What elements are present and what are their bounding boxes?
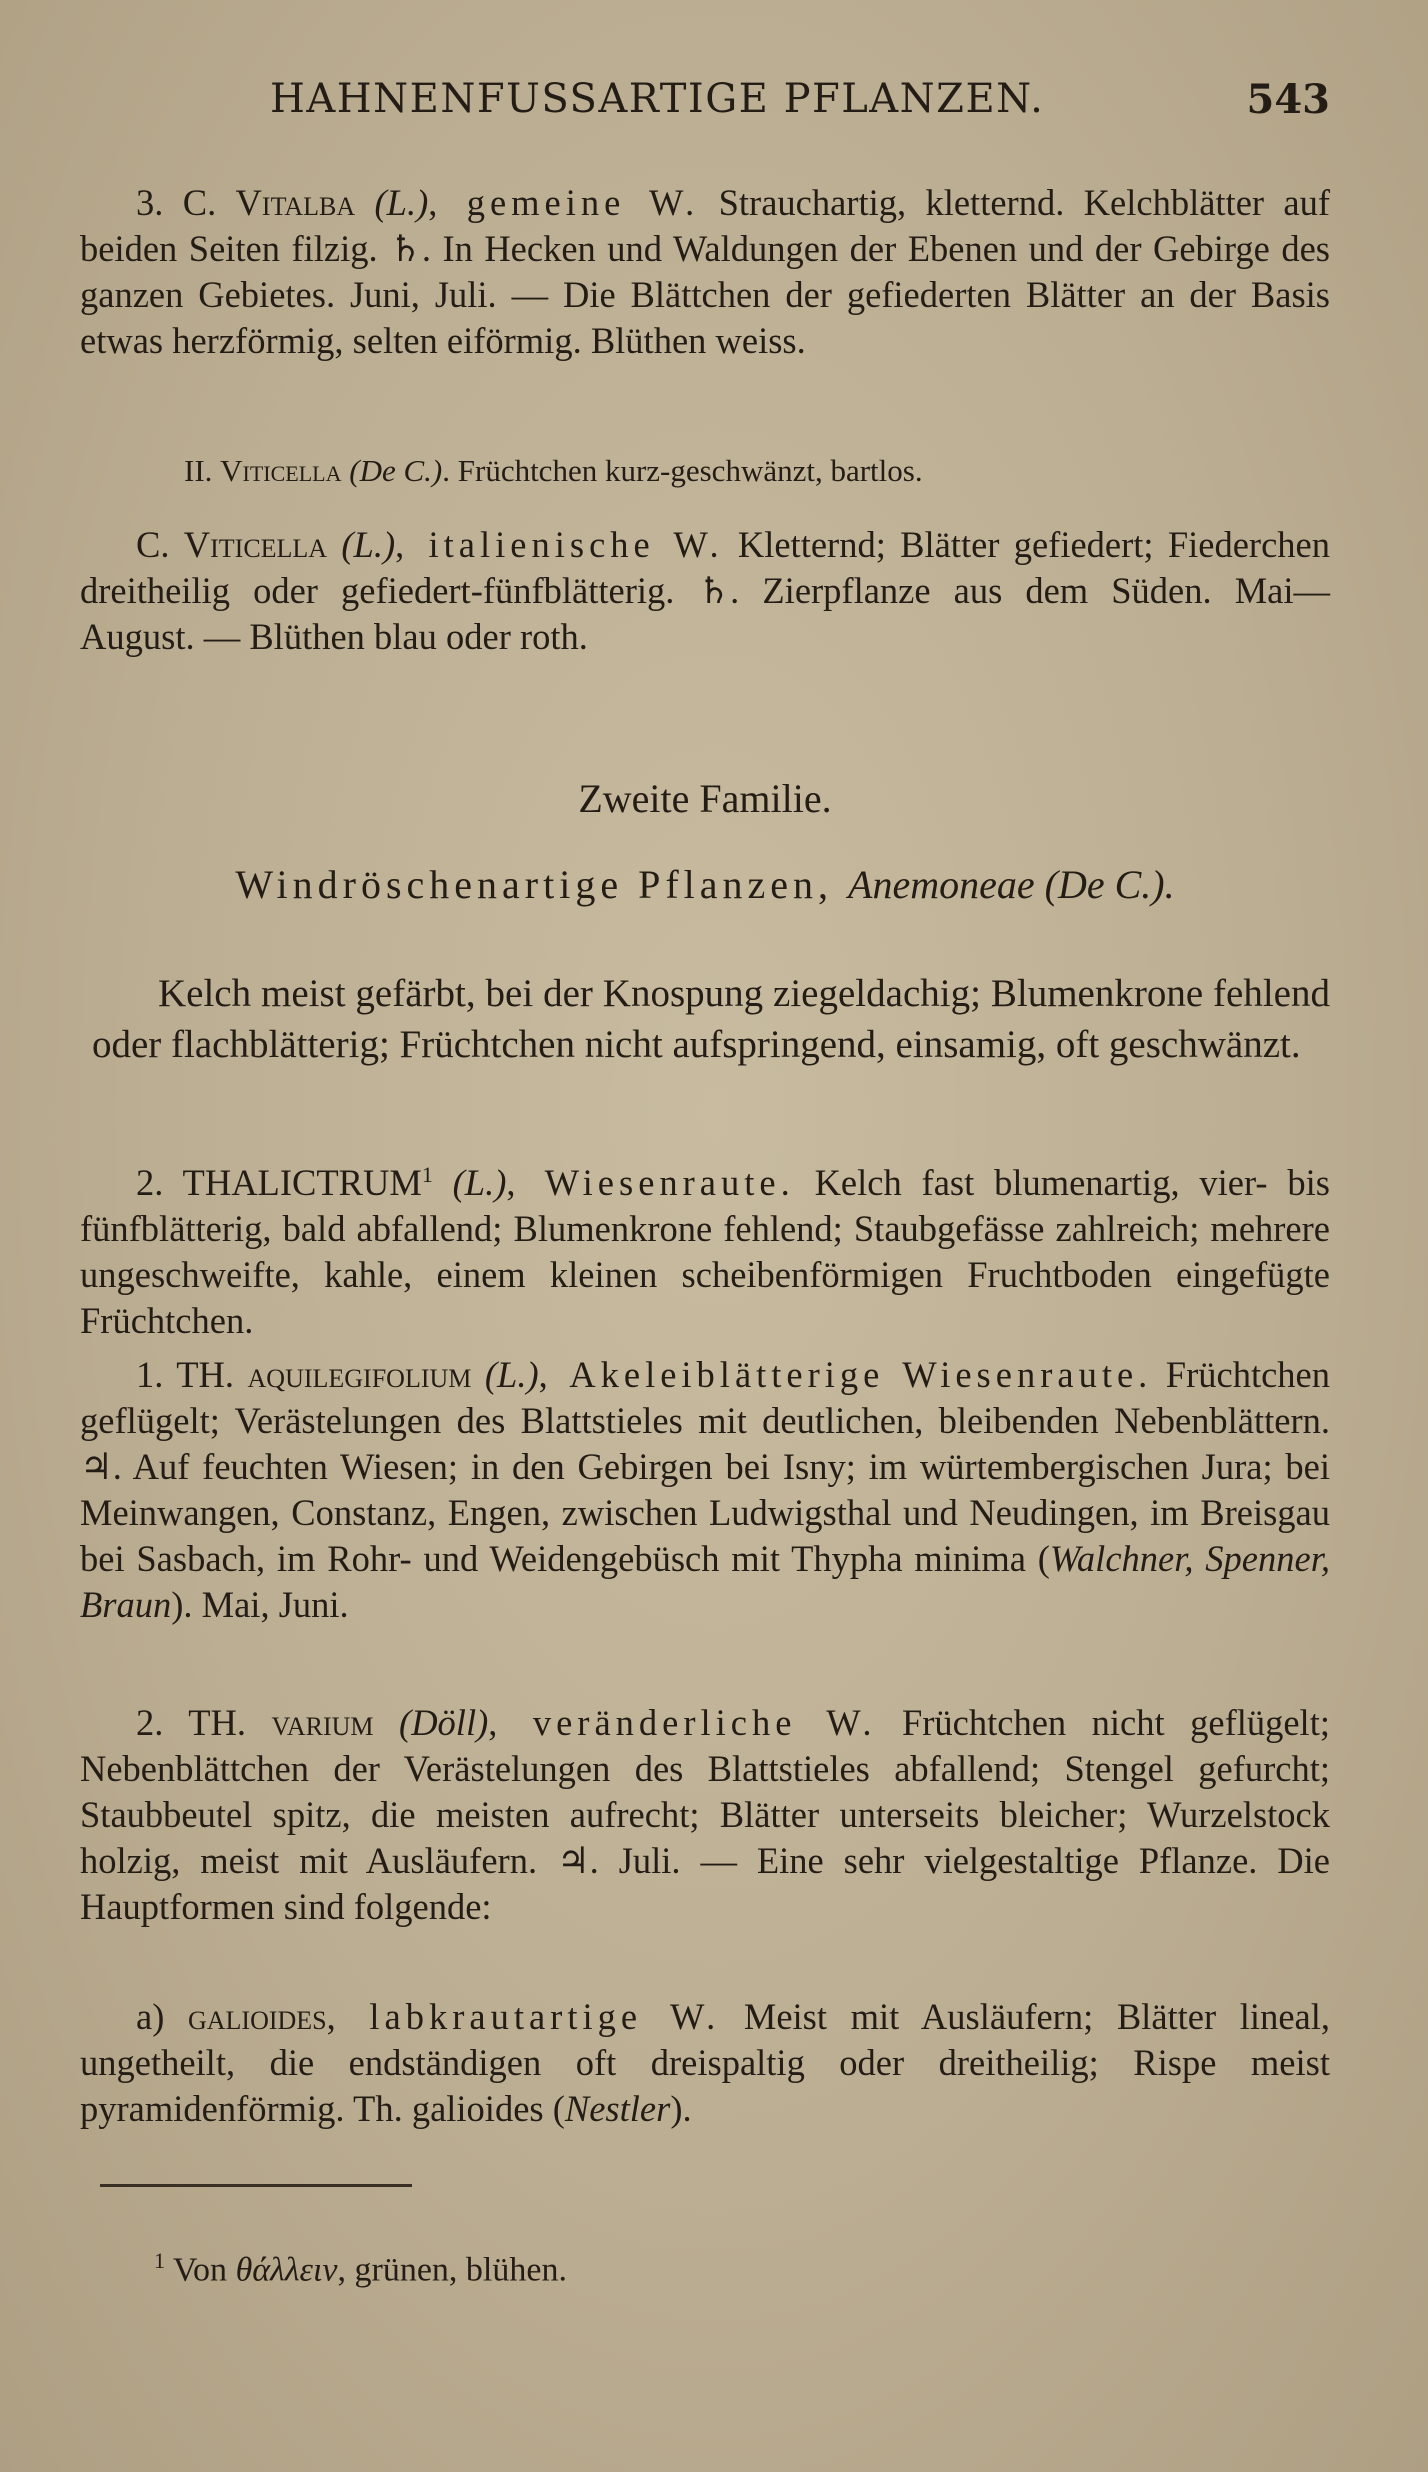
footnote-reference: 1 [421, 1162, 433, 1187]
family-name-german: Windröschenartige Pflanzen, [235, 862, 849, 907]
entry-text: Kletternd; Blätter gefiedert; Fiederchen dreitheilig oder gefiedert-fünfblätterig. ♄. Zierpflanze aus dem Süden. Mai—August. — Blüthen blau oder roth. [80, 524, 1330, 657]
species-name: Viticella [183, 524, 328, 565]
species-name: varium [271, 1702, 374, 1743]
section-name: Viticella [220, 453, 342, 488]
variety-name: galioides [187, 1996, 327, 2037]
family-description [92, 968, 1330, 1070]
species-author: (L.) [327, 524, 396, 565]
entry-number: 1. TH. [136, 1354, 248, 1395]
variety-galioides [80, 1994, 1330, 2132]
variety-source: Nestler [564, 2088, 671, 2129]
entry-aquilegifolium [80, 1352, 1330, 1628]
common-name: , Wiesenraute. [506, 1162, 795, 1204]
genus-thalictrum [80, 1152, 1330, 1344]
variety-end: ). [670, 2088, 692, 2129]
footnote-divider [100, 2184, 412, 2187]
family-title: Zweite Familie. [578, 776, 832, 821]
entry-genus: C. [136, 524, 184, 565]
family-name [80, 862, 1330, 909]
entry-viticella [80, 522, 1330, 660]
entry-number: 3. C. [136, 182, 236, 223]
entry-sources: Walchner, Spenner, Braun [80, 1538, 1330, 1625]
species-name: Vitalba [235, 182, 356, 223]
page-number: 543 [1246, 76, 1330, 123]
section-viticella [80, 448, 1330, 494]
common-name: , italienische W. [395, 524, 724, 565]
common-name: , veränderliche W. [488, 1702, 877, 1743]
running-title: HAHNENFUSSARTIGE PFLANZEN. [270, 76, 1045, 122]
entry-text: Früchtchen geflügelt; Verästelungen des Blattstieles mit deutlichen, bleibenden Nebenblättern. ♃. Auf feuchten Wiesen; in den Gebirgen bei Isny; im würtembergischen Jura; bei Meinwangen, Constanz, Engen, zwischen Ludwigsthal und Neudingen, im Breisgau bei Sasbach, im Rohr- und Weidengebüsch mit Thypha minima ( [80, 1354, 1331, 1579]
species-author: (L.) [355, 182, 429, 223]
running-header [270, 76, 1330, 132]
genus-author: (L.) [432, 1162, 507, 1204]
footnote-text-before: Von [165, 2251, 236, 2289]
family-name-latin: Anemoneae (De C.). [848, 862, 1175, 907]
common-name: , Akeleiblätterige Wiesenraute. [538, 1354, 1153, 1395]
genus-name: THALICTRUM [182, 1162, 422, 1204]
species-author: (Döll) [373, 1702, 489, 1743]
variety-label: a) [136, 1996, 188, 2037]
species-author: (L.) [471, 1354, 539, 1395]
genus-text: Kelch fast blumenartig, vier- bis fünfblätterig, bald abfallend; Blumenkrone fehlend; Staubgefässe zahlreich; mehrere ungeschweifte, kahle, einem kleinen scheibenförmigen Fruchtboden eingefügte Früchtchen. [80, 1162, 1330, 1342]
entry-end: ). Mai, Juni. [171, 1584, 349, 1625]
entry-number: 2. TH. [136, 1702, 272, 1743]
footnote-mark: 1 [154, 2248, 165, 2273]
entry-text: Strauchartig, kletternd. Kelchblätter auf beiden Seiten filzig. ♄. In Hecken und Waldungen der Ebenen und der Gebirge des ganzen Gebietes. Juni, Juli. — Die Blättchen der gefiederten Blätter an der Basis etwas herzförmig, selten eiförmig. Blüthen weiss. [80, 182, 1331, 361]
footnote-text-after: , grünen, blühen. [337, 2251, 567, 2289]
section-number: II. [184, 453, 221, 488]
family-description-text: Kelch meist gefärbt, bei der Knospung ziegeldachig; Blumenkrone fehlend oder flachblätterig; Früchtchen nicht aufspringend, einsamig, oft geschwänzt. [92, 972, 1330, 1066]
genus-number: 2. [136, 1162, 183, 1204]
section-author: (De C.) [341, 453, 443, 488]
variety-text: Meist mit Ausläufern; Blätter lineal, ungetheilt, die endständigen oft dreispaltig oder dreitheilig; Rispe meist pyramidenförmig. Th. galioides ( [80, 1996, 1330, 2129]
footnote [154, 2238, 1154, 2293]
entry-text: Früchtchen nicht geflügelt; Nebenblättchen der Verästelungen des Blattstieles abfallend; Stengel gefurcht; Staubbeutel spitz, die meisten aufrecht; Blätter unterseits bleicher; Wurzelstock holzig, meist mit Ausläufern. ♃. Juli. — Eine sehr vielgestaltige Pflanze. Die Hauptformen sind folgende: [80, 1702, 1330, 1927]
entry-varium [80, 1700, 1330, 1930]
common-name: , labkrautartige W. [326, 1996, 721, 2037]
entry-vitalba [80, 180, 1330, 364]
common-name: , gemeine W. [428, 182, 700, 223]
section-text: . Früchtchen kurz-geschwänzt, bartlos. [442, 453, 923, 488]
footnote-greek: θάλλειν [235, 2251, 338, 2289]
species-name: aquilegifolium [247, 1354, 472, 1395]
